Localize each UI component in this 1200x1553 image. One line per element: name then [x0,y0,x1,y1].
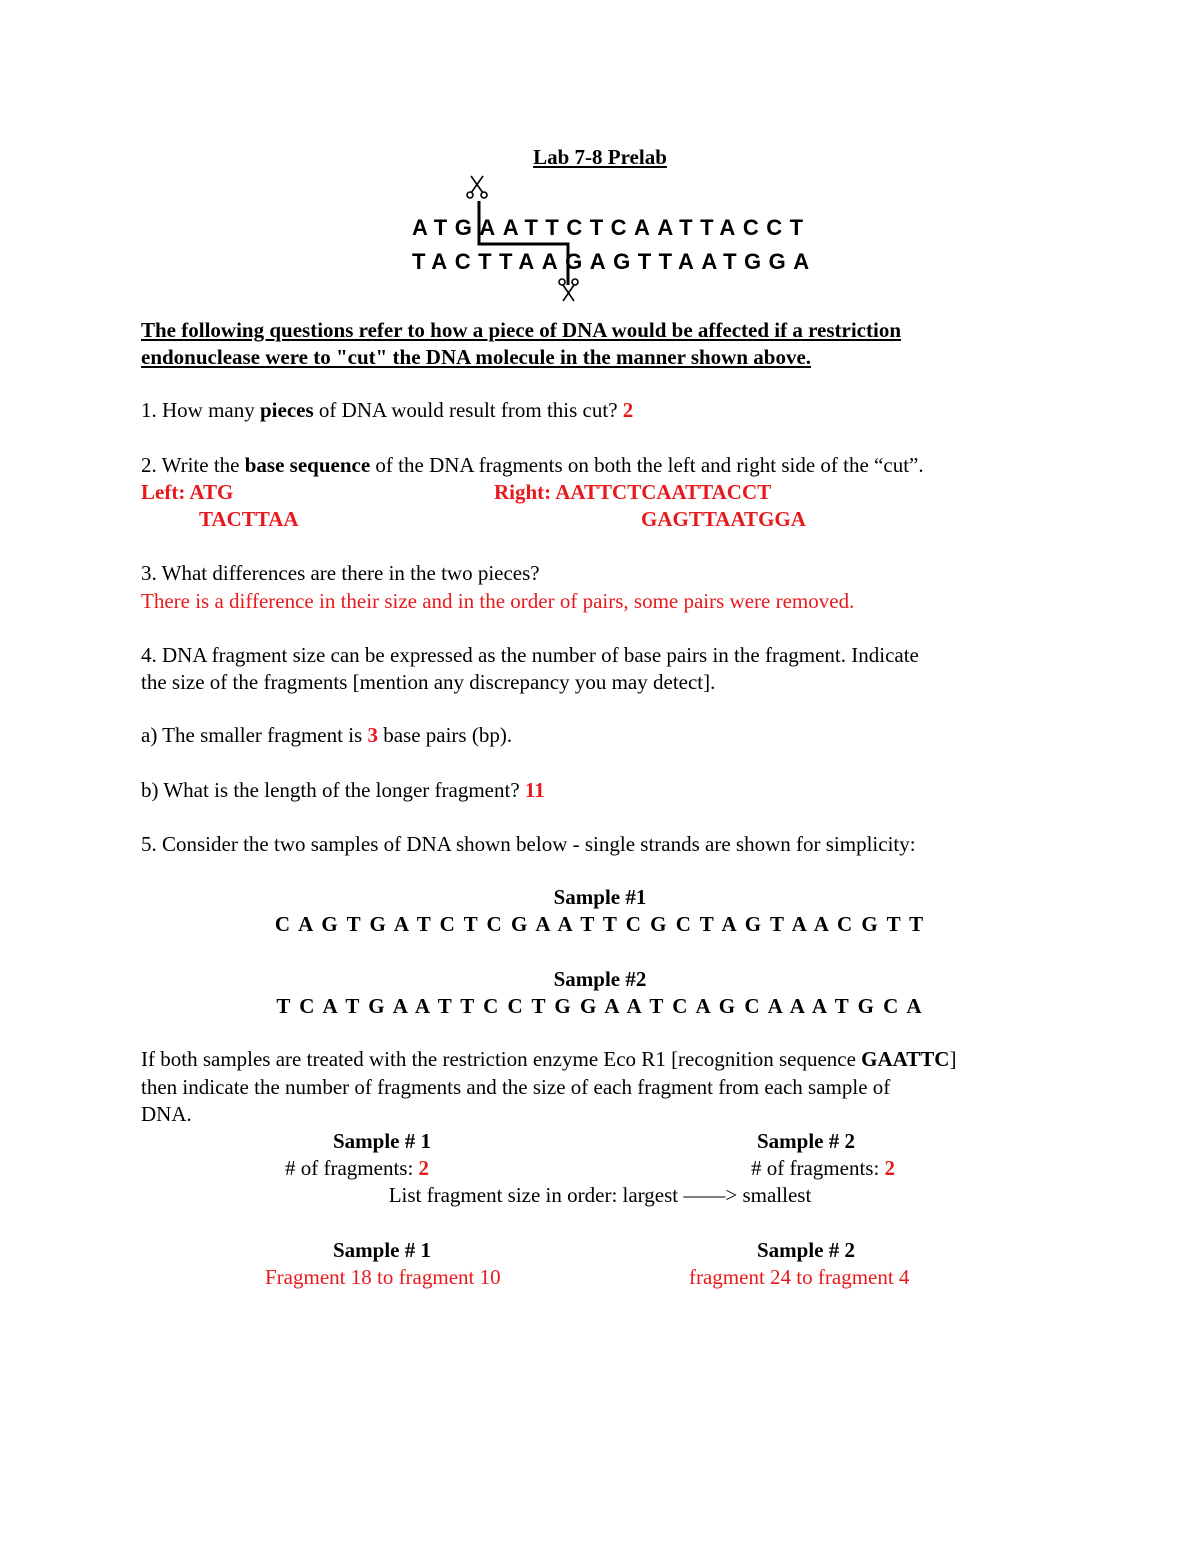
question-2: 2. Write the base sequence of the DNA fragments on both the left and right side of the “cut”. [141,453,924,477]
question-3: 3. What differences are there in the two pieces? [141,561,540,585]
question-5-paragraph-line-2: then indicate the number of fragments and the size of each fragment from each sample of [141,1075,891,1099]
sample-1-fragment-count: # of fragments: 2 [285,1156,430,1180]
sample-2-heading-answer: Sample # 2 [757,1238,856,1262]
question-1: 1. How many pieces of DNA would result from this cut? 2 [141,398,634,422]
sample-2-heading: Sample # 2 [757,1129,856,1153]
sample-1-heading-answer: Sample # 1 [333,1238,432,1262]
right-fragment-top: Right: AATTCTCAATTACCT [494,480,772,504]
left-fragment-top: Left: ATG [141,480,234,504]
question-4-line-1: 4. DNA fragment size can be expressed as the number of base pairs in the fragment. Indicate [141,643,919,667]
intro-line-1: The following questions refer to how a piece of DNA would be affected if a restriction [141,318,902,342]
sample-1-title: Sample #1 [553,885,647,909]
question-5: 5. Consider the two samples of DNA shown below - single strands are shown for simplicity: [141,832,916,856]
sample-2-fragment-count: # of fragments: 2 [751,1156,896,1180]
question-5-paragraph-line-3: DNA. [141,1102,192,1126]
sample-2-title: Sample #2 [553,967,647,991]
answer-4b: 11 [524,778,545,802]
question-4a: a) The smaller fragment is 3 base pairs (bp). [141,723,513,747]
left-fragment-bottom: TACTTAA [199,507,299,531]
right-fragment-bottom: GAGTTAATGGA [641,507,806,531]
page-title: Lab 7-8 Prelab [533,145,667,169]
sample-2-answer: fragment 24 to fragment 4 [689,1265,910,1289]
sample-2-sequence: T C A T G A A T T C C T G G A A T C A G C A A A T G C A [276,994,924,1018]
sample-1-sequence: C A G T G A T C T C G A A T T C G C T A G T A A C G T T [274,912,926,936]
order-note: List fragment size in order: largest ——> smallest [388,1183,812,1207]
answer-4a: 3 [367,723,378,747]
answer-1: 2 [622,398,634,422]
bottom-strand: TACTTAAGAGTTAATGGA [412,249,817,274]
answer-3: There is a difference in their size and in the order of pairs, some pairs were removed. [141,589,855,613]
question-4-line-2: the size of the fragments [mention any discrepancy you may detect]. [141,670,716,694]
question-5-paragraph-line-1: If both samples are treated with the restriction enzyme Eco R1 [recognition sequence GAATTC] [141,1047,957,1071]
question-4b: b) What is the length of the longer fragment? 11 [141,778,545,802]
scissors-icon [467,176,487,198]
top-strand: ATGAATTCTCAATTACCT [412,215,811,240]
intro-line-2: endonuclease were to "cut" the DNA molecule in the manner shown above. [141,345,812,369]
sample-1-heading: Sample # 1 [333,1129,432,1153]
sample-1-answer: Fragment 18 to fragment 10 [265,1265,501,1289]
